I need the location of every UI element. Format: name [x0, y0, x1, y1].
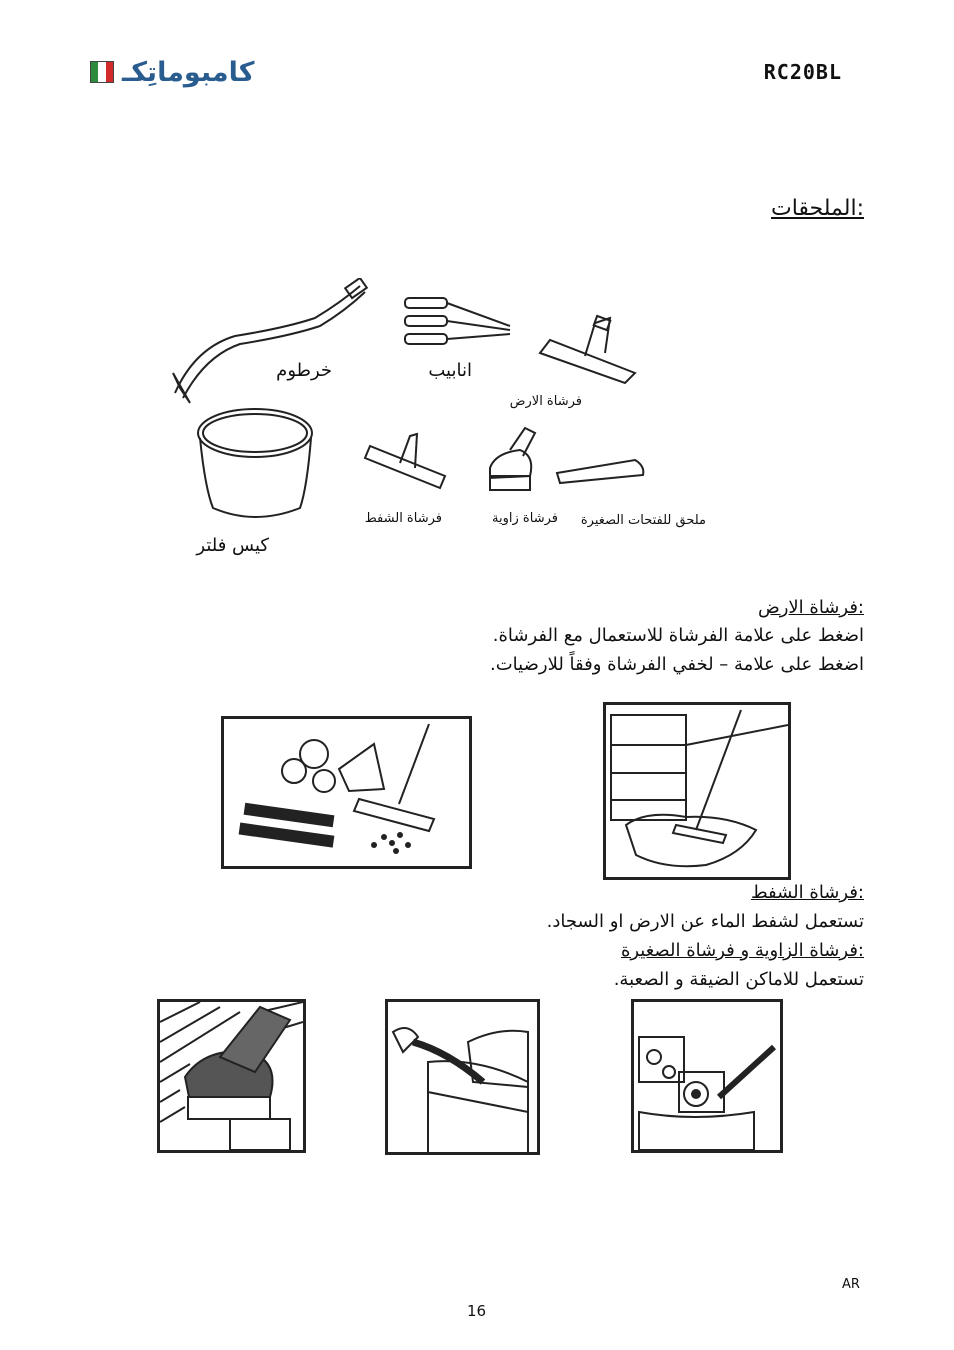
suction-brush-heading: :فرشاة الشفط: [750, 882, 864, 903]
floor-brush-carpet-picture: [603, 702, 791, 880]
crevice-tool-engine-picture: [631, 999, 783, 1153]
floor-brush-line-1: اضغط على علامة الفرشاة للاستعمال مع الفرشاة.: [492, 625, 864, 646]
brand-name: كامبوماتِكـ: [122, 56, 255, 88]
label-floor-brush: فرشاة الارض: [509, 394, 582, 409]
hose-icon: [173, 278, 367, 403]
suction-brush-line-1: تستعمل لشفط الماء عن الارض او السجاد.: [546, 911, 864, 932]
filter-bag-icon: [198, 409, 312, 517]
floor-brush-icon: [540, 316, 635, 383]
label-filter-bag: كيس فلتر: [196, 535, 269, 556]
corner-brush-heading: :فرشاة الزاوية و فرشاة الصغيرة: [620, 940, 864, 961]
accessories-illustration: [165, 278, 725, 548]
page-title: :الملحقات: [771, 196, 864, 221]
crevice-tool-icon: [557, 460, 643, 483]
corner-brush-icon: [490, 428, 535, 490]
floor-brush-heading: :فرشاة الارض: [757, 597, 864, 618]
floor-brush-hard-floor-picture: [221, 716, 472, 869]
floor-brush-line-2: اضغط على علامة – لخفي الفرشاة وفقاً للارضيات.: [490, 654, 864, 675]
brand-logo: [90, 55, 380, 89]
model-number: RC20BL: [763, 60, 842, 84]
label-pipes: انابيب: [428, 360, 472, 381]
crevice-tool-sofa-picture: [385, 999, 540, 1155]
page-number: 16: [467, 1302, 487, 1320]
pipes-icon: [405, 298, 510, 344]
label-crevice-tool: ملحق للفتحات الصغيرة: [580, 513, 706, 528]
language-code: AR: [842, 1277, 860, 1292]
label-hose: خرطوم: [276, 360, 332, 381]
suction-brush-icon: [365, 434, 445, 488]
label-corner-brush: فرشاة زاوية: [492, 511, 558, 526]
corner-brush-picture: [157, 999, 306, 1153]
italy-flag-icon: [90, 61, 114, 83]
label-suction-brush: فرشاة الشفط: [364, 511, 442, 526]
corner-brush-line-1: تستعمل للاماكن الضيقة و الصعبة.: [613, 969, 864, 990]
